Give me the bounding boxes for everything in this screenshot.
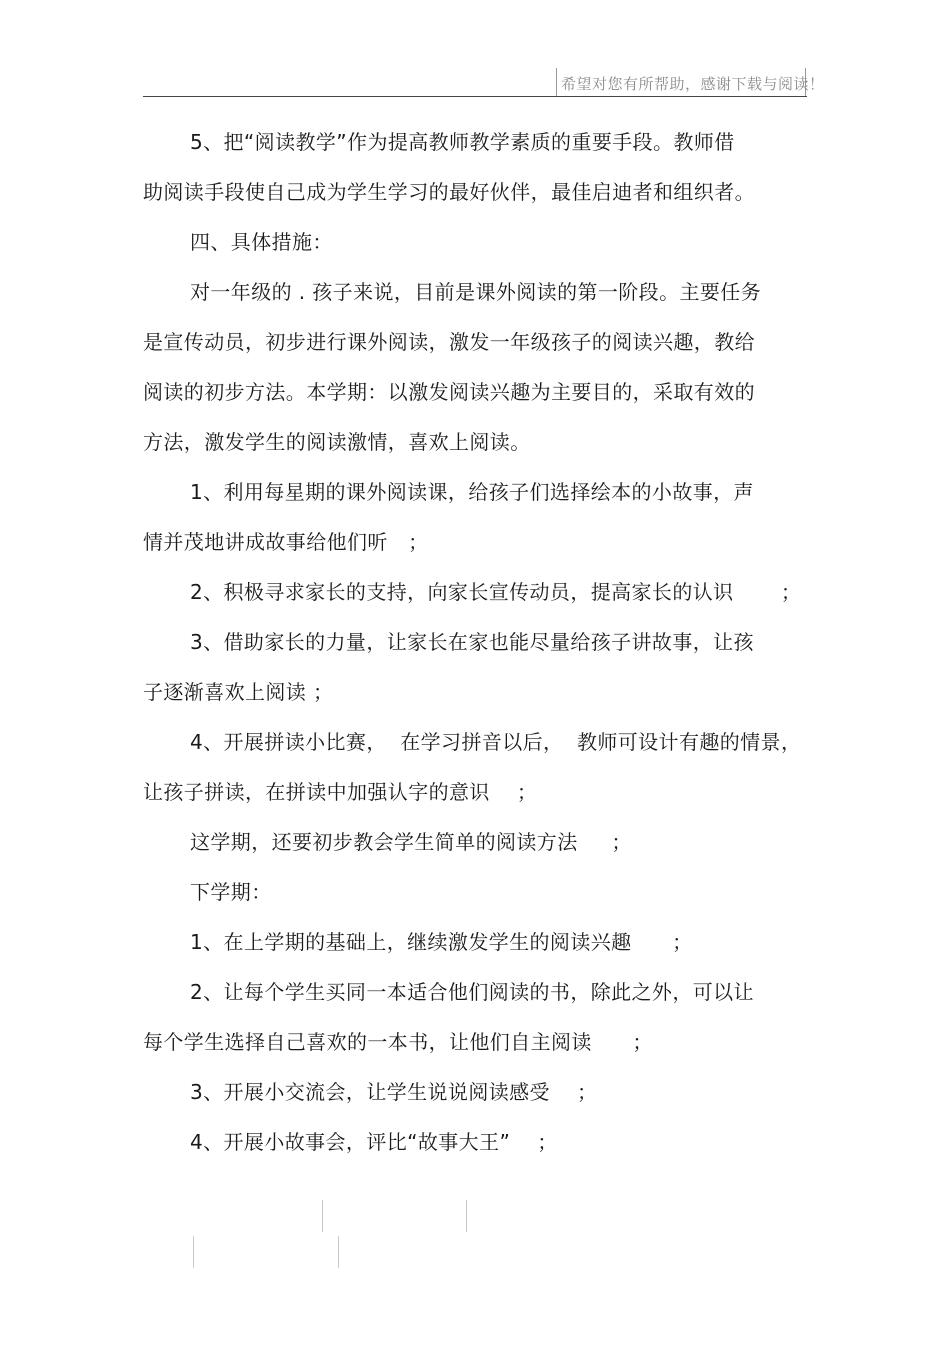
list-item-line: 4、开展小故事会，评比“故事大王” ；	[190, 1130, 558, 1154]
section-heading: 下学期：	[190, 880, 272, 904]
scan-artifact-line	[466, 1200, 467, 1232]
list-item-line: 3、开展小交流会，让学生说说阅读感受 ；	[190, 1080, 598, 1104]
paragraph-line: 助阅读手段使自己成为学生学习的最好伙伴，最佳启迪者和组织者。	[143, 180, 755, 204]
scan-artifact-line	[193, 1236, 194, 1268]
list-item-line: 子逐渐喜欢上阅读 ；	[143, 680, 334, 704]
paragraph-line: 是宣传动员，初步进行课外阅读，激发一年级孩子的阅读兴趣，教给	[143, 330, 755, 354]
paragraph-line: 阅读的初步方法。本学期：以激发阅读兴趣为主要目的，采取有效的	[143, 380, 755, 404]
paragraph-line: 这学期，还要初步教会学生简单的阅读方法 ；	[190, 830, 632, 854]
list-item-line: 每个学生选择自己喜欢的一本书，让他们自主阅读 ；	[143, 1030, 653, 1054]
section-heading: 四、具体措施：	[190, 230, 333, 254]
list-item-line: 3、借助家长的力量，让家长在家也能尽量给孩子讲故事，让孩	[190, 630, 754, 654]
scan-artifact-line	[338, 1236, 339, 1268]
paragraph-line: 5、把“阅读教学”作为提高教师教学素质的重要手段。教师借	[190, 130, 735, 154]
list-item-line: 1、利用每星期的课外阅读课，给孩子们选择绘本的小故事，声	[190, 480, 754, 504]
paragraph-line: 对一年级的 . 孩子来说，目前是课外阅读的第一阶段。主要任务	[190, 280, 762, 304]
list-item-line: 2、让每个学生买同一本适合他们阅读的书，除此之外，可以让	[190, 980, 754, 1004]
scan-artifact-line	[322, 1200, 323, 1232]
list-item-line: 2、积极寻求家长的支持，向家长宣传动员，提高家长的认识 ；	[190, 580, 802, 604]
list-item-line: 让孩子拼读，在拼读中加强认字的意识 ；	[143, 780, 538, 804]
paragraph-line: 方法，激发学生的阅读激情，喜欢上阅读。	[143, 430, 531, 454]
list-item-line: 1、在上学期的基础上，继续激发学生的阅读兴趣 ；	[190, 930, 693, 954]
header-divider	[143, 96, 807, 97]
header-note: 希望对您有所帮助，感谢下载与阅读！	[561, 75, 825, 93]
list-item-line: 4、开展拼读小比赛， 在学习拼音以后， 教师可设计有趣的情景，	[190, 730, 802, 754]
list-item-line: 情并茂地讲成故事给他们听 ；	[143, 530, 429, 554]
